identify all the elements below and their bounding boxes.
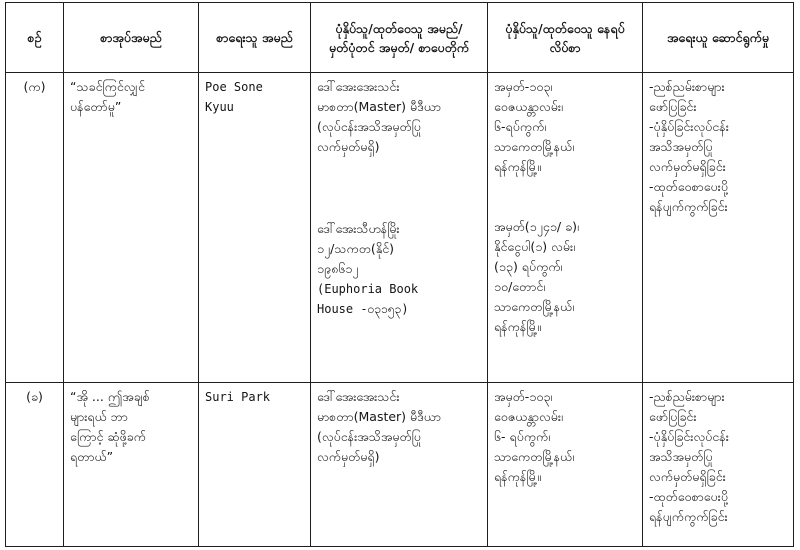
- text-line: ပန်တော်မူ”: [70, 99, 122, 114]
- text-line: -ညစ်ညမ်းစာများ: [649, 79, 725, 94]
- text-line: သာကေတမြို့နယ်၊: [494, 139, 575, 154]
- text-line: ရန်ကုန်မြို့။: [494, 469, 542, 484]
- text-line: မာစတာ(Master) မီဒီယာ: [317, 409, 441, 424]
- action-taken: [643, 383, 794, 547]
- text-line: ဒေါ်အေးသီဟန်မြိုး: [317, 221, 400, 236]
- text-line: ဝေဇယန္တာလမ်း၊: [494, 99, 563, 114]
- publisher-details: [311, 383, 488, 547]
- publisher-details: [311, 73, 488, 383]
- text-line: ၁၂/သကတ(နိုင်): [317, 241, 395, 256]
- header-publisher-name: ပုံနှိပ်သူ/ထုတ်ဝေသူ အမည်/မှတ်ပုံတင် အမှတ်/ စာပေတိုက်: [311, 3, 488, 73]
- row-number: (ခ): [6, 383, 64, 547]
- publisher-address: [488, 383, 643, 547]
- text-line: -ပုံနှိပ်ခြင်းလုပ်ငန်း: [649, 429, 729, 444]
- text-line: ရန်ပျက်ကွက်ခြင်း: [649, 509, 728, 524]
- text-line: ဖော်ပြခြင်း: [649, 99, 697, 114]
- text-line: အမှတ်-၁၀၃၊: [494, 79, 553, 94]
- text-line: ရန်ကုန်မြို့။: [494, 159, 542, 174]
- text-line: -ညစ်ညမ်းစာများ: [649, 389, 725, 404]
- publisher-address: [488, 73, 643, 383]
- text-line: (Euphoria Book: [317, 282, 419, 296]
- text-line: အသိအမှတ်ပြု: [649, 449, 713, 464]
- table-row: [6, 73, 794, 383]
- text-line: များရယ် ဘာ: [70, 409, 128, 424]
- text-line: “သခင်ကြင်လျှင်: [70, 79, 145, 94]
- text-line: ၁၀/တောင်၊: [494, 279, 546, 294]
- header-title: စာအုပ်အမည်: [64, 3, 199, 73]
- header-row: [6, 3, 794, 73]
- text-line: -ပုံနှိပ်ခြင်းလုပ်ငန်း: [649, 119, 729, 134]
- text-line: “အို ... ဤအချစ်: [70, 389, 150, 404]
- author-name: [199, 383, 311, 547]
- text-line: သာကေတမြို့နယ်၊: [494, 299, 575, 314]
- row-number: (က): [6, 73, 64, 383]
- text-line: ၁၉၈၆၁၂: [317, 261, 359, 276]
- text-line: (လုပ်ငန်းအသိအမှတ်ပြု: [317, 429, 421, 444]
- header-action: အရေးယူ ဆောင်ရွက်မှု: [643, 3, 794, 73]
- text-line: (၁၃) ရပ်ကွက်၊: [494, 259, 563, 274]
- text-line: အမှတ်(၁၂၄၁/ ခ)၊: [494, 219, 579, 234]
- book-title: [64, 383, 199, 547]
- text-line: လက်မှတ်မရှိခြင်း: [649, 469, 726, 484]
- text-line: Poe Sone: [205, 80, 263, 94]
- text-line: ကြောင့် ဆုံဖို့ခက်: [70, 429, 146, 444]
- header-author: စာရေးသူ အမည်: [199, 3, 311, 73]
- text-line: Suri Park: [205, 390, 271, 404]
- text-line: (လုပ်ငန်းအသိအမှတ်ပြု: [317, 119, 421, 134]
- text-line: လက်မှတ်မရှိ): [317, 449, 380, 464]
- text-line: ရန်ပျက်ကွက်ခြင်း: [649, 199, 728, 214]
- header-publisher-address: ပုံနှိပ်သူ/ထုတ်ဝေသူ နေရပ်လိပ်စာ: [488, 3, 643, 73]
- text-line: သာကေတမြို့နယ်၊: [494, 449, 575, 464]
- text-line: House -၀၃၁၅၃): [317, 302, 409, 316]
- action-taken: [643, 73, 794, 383]
- text-line: ဒေါ်အေးအေးသင်း: [317, 389, 400, 404]
- text-line: ၆- ရပ်ကွက်၊: [494, 429, 551, 444]
- text-line: မာစတာ(Master) မီဒီယာ: [317, 99, 441, 114]
- book-action-table: [5, 2, 794, 547]
- text-line: ဒေါ်အေးအေးသင်း: [317, 79, 400, 94]
- text-line: ရတာယ်”: [70, 449, 114, 464]
- book-title: [64, 73, 199, 383]
- text-line: အမှတ်-၁၀၃၊: [494, 389, 553, 404]
- text-line: လက်မှတ်မရှိ): [317, 139, 380, 154]
- text-line: လက်မှတ်မရှိခြင်း: [649, 159, 726, 174]
- text-line: အသိအမှတ်ပြု: [649, 139, 713, 154]
- text-line: Kyuu: [205, 100, 234, 114]
- text-line: ဖော်ပြခြင်း: [649, 409, 697, 424]
- text-line: ၆-ရပ်ကွက်၊: [494, 119, 547, 134]
- table-row: [6, 383, 794, 547]
- header-no: စဉ်: [6, 3, 64, 73]
- author-name: [199, 73, 311, 383]
- text-line: ရန်ကုန်မြို့။: [494, 319, 542, 334]
- text-line: နိုင်ငွေပါ(၁) လမ်း၊: [494, 239, 576, 254]
- text-line: ဝေဇယန္တာလမ်း၊: [494, 409, 563, 424]
- text-line: -ထုတ်ဝေစာပေးပို့: [649, 179, 728, 194]
- text-line: -ထုတ်ဝေစာပေးပို့: [649, 489, 728, 504]
